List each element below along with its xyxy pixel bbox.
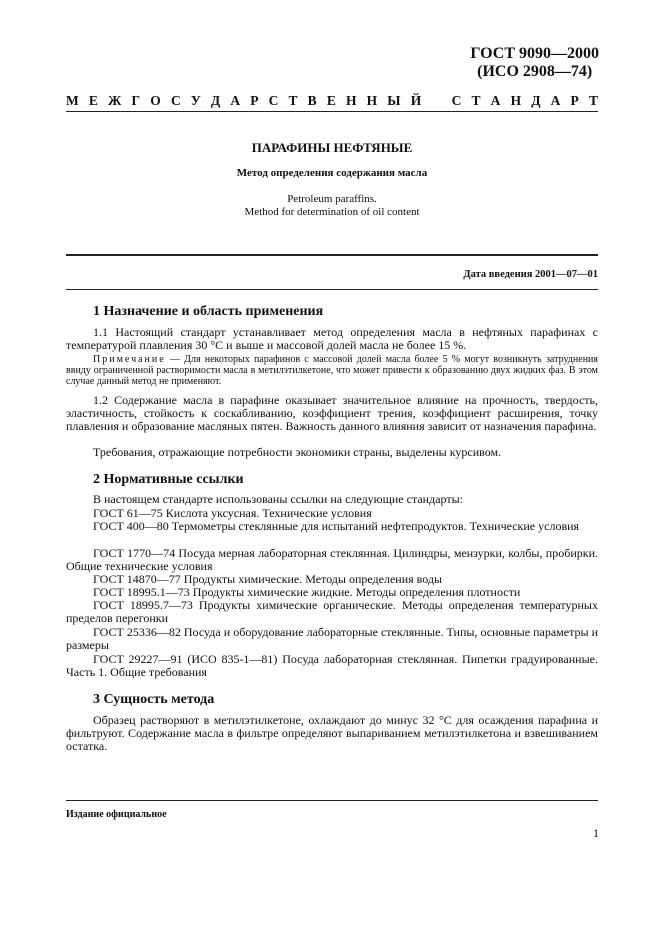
page-number: 1 — [593, 826, 599, 840]
references-intro: В настоящем стандарте использованы ссылки на следующие стандарты: — [93, 492, 464, 506]
banner-letter: Ж — [108, 93, 122, 108]
banner-letter: Н — [366, 93, 378, 108]
reference-item: ГОСТ 18995.7—73 Продукты химические органические. Методы определения температурных пределов перегонки — [66, 598, 598, 625]
banner-letter: О — [150, 93, 161, 108]
paragraph-1-1: 1.1 Настоящий стандарт устанавливает метод определения масла в нефтяных парафинах с температурой плавления 30 °С и выше и массовой долей масла не более 15 %. — [66, 325, 598, 352]
banner-letter: Д — [531, 93, 541, 108]
banner-letter: Й — [410, 93, 422, 108]
banner-letter: Т — [471, 93, 481, 108]
reference-item: ГОСТ 400—80 Термометры стеклянные для испытаний нефтепродуктов. Технические условия — [93, 519, 580, 533]
banner-letter: С — [268, 93, 279, 108]
banner-letter: Р — [250, 93, 259, 108]
banner-letter: Р — [570, 93, 579, 108]
paragraph-1-3: Требования, отражающие потребности экономики страны, выделены курсивом. — [93, 445, 502, 459]
note — [66, 354, 598, 387]
header-rule — [66, 111, 598, 112]
banner-letter: Г — [131, 93, 141, 108]
banner-letter: Д — [210, 93, 221, 108]
interstate-standard-banner — [66, 93, 598, 109]
reference-item: ГОСТ 61—75 Кислота уксусная. Технические условия — [93, 506, 372, 520]
banner-letter: А — [550, 93, 561, 108]
introduction-date: Дата введения 2001—07—01 — [463, 269, 598, 280]
english-title-line1: Petroleum paraffins. — [287, 193, 377, 205]
banner-letter: С — [170, 93, 181, 108]
banner-letter: М — [66, 93, 79, 108]
banner-letter: Е — [326, 93, 336, 108]
banner-letter: Т — [588, 93, 598, 108]
paragraph-3: Образец растворяют в метилэтилкетоне, охлаждают до минус 32 °С для осаждения парафина и фильтруют. Содержание масла в фильтре определяют выпариванием метилэтилкетона и взвешиванием остатка. — [66, 713, 598, 753]
paragraph-1-2: 1.2 Содержание масла в парафине оказывает значительное влияние на прочность, твердость, эластичность, стойкость к соскабливанию, коэффициент трения, коэффициент расширения, точку плавления и образование масляных пятен. Важность данного влияния зависит от назначения парафина. — [66, 393, 598, 433]
english-title — [66, 193, 598, 219]
english-title-line2: Method for determination of oil content — [244, 206, 420, 218]
reference-item: ГОСТ 14870—77 Продукты химические. Методы определения воды — [93, 572, 443, 586]
banner-letter: Т — [288, 93, 298, 108]
note-text: — Для некоторых парафинов с массовой долей масла более 5 % могут возникнуть затруднения ввиду ограниченной растворимости масла в метилэтилкетоне, что может привести к образованию двух жидких фаз. В этом случае данный метод не применяют. — [66, 354, 598, 387]
banner-letter: С — [451, 93, 462, 108]
section-1-heading: 1 Назначение и область применения — [93, 304, 324, 319]
section-3-heading: 3 Сущность метода — [93, 692, 215, 707]
section-2-heading: 2 Нормативные ссылки — [93, 472, 244, 487]
banner-letter: А — [490, 93, 501, 108]
banner-letter: Е — [88, 93, 98, 108]
edition-label: Издание официальное — [66, 809, 167, 820]
banner-letter: Н — [510, 93, 522, 108]
document-title: ПАРАФИНЫ НЕФТЯНЫЕ — [251, 140, 413, 155]
reference-item: ГОСТ 18995.1—73 Продукты химические жидкие. Методы определения плотности — [93, 585, 521, 599]
gost-number: ГОСТ 9090—2000 — [470, 45, 599, 62]
banner-letter: Н — [345, 93, 357, 108]
reference-item: ГОСТ 29227—91 (ИСО 835-1—81) Посуда лабораторная стеклянная. Пипетки градуированные. Часть 1. Общие требования — [66, 652, 598, 679]
banner-letter: В — [307, 93, 317, 108]
title-rule — [66, 254, 598, 256]
date-rule — [66, 289, 598, 290]
reference-item: ГОСТ 1770—74 Посуда мерная лабораторная стеклянная. Цилиндры, мензурки, колбы, пробирки. Общие технические условия — [66, 546, 598, 573]
banner-letter: Ы — [387, 93, 401, 108]
banner-letter: А — [230, 93, 241, 108]
document-subtitle: Метод определения содержания масла — [236, 167, 428, 179]
note-label: Примечание — [93, 354, 166, 365]
iso-number: (ИСО 2908—74) — [477, 63, 593, 80]
banner-letter: У — [190, 93, 201, 108]
document-code — [470, 45, 599, 81]
footer-rule — [66, 800, 598, 801]
reference-item: ГОСТ 25336—82 Посуда и оборудование лабораторные стеклянные. Типы, основные параметры и размеры — [66, 625, 598, 652]
